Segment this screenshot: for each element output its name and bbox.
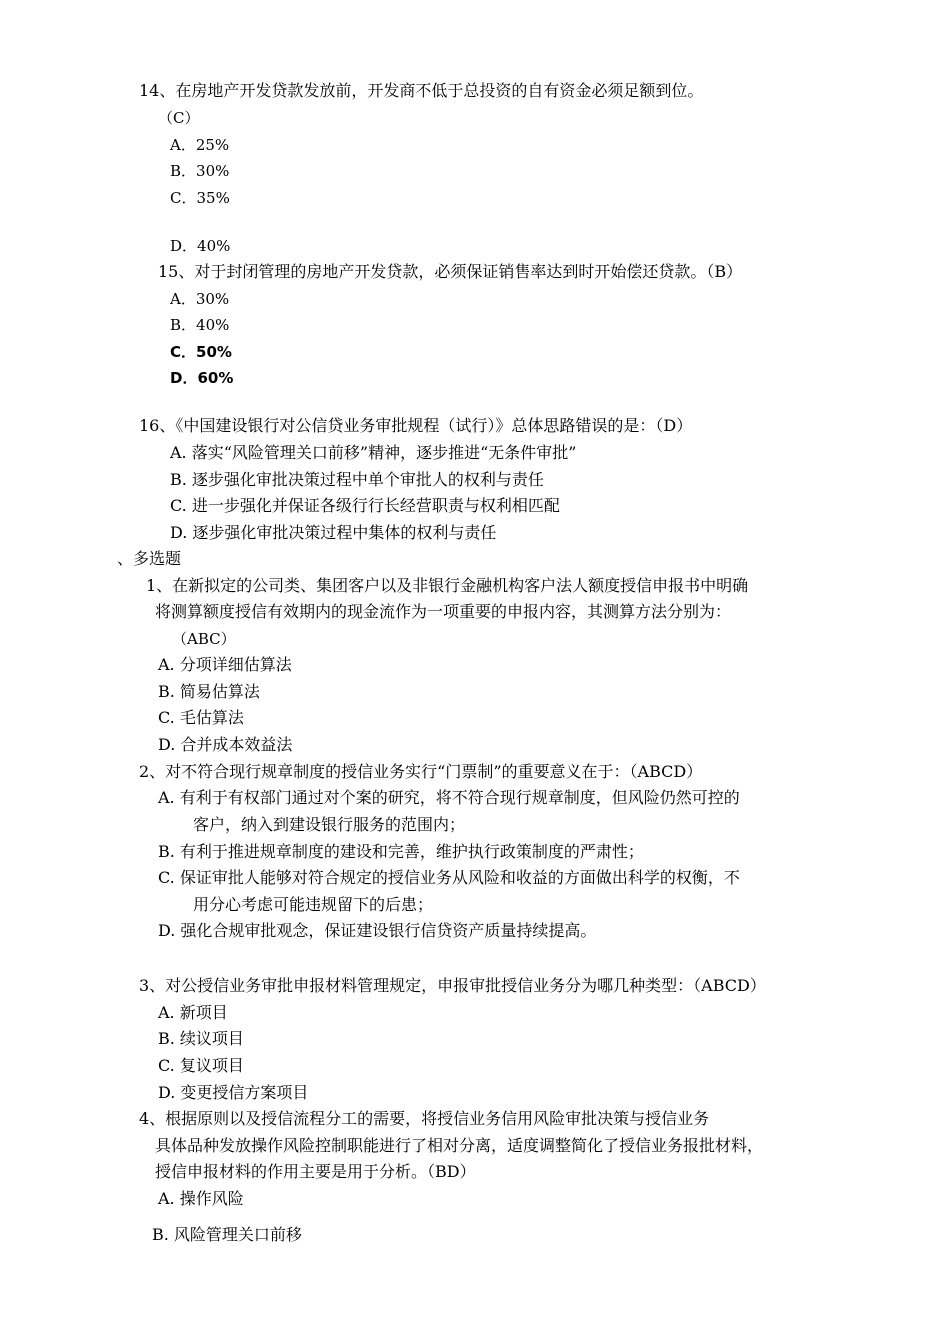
m3-option-a: A. 新项目: [158, 1003, 228, 1022]
q14-question: 14、在房地产开发贷款发放前，开发商不低于总投资的自有资金必须足额到位。: [139, 81, 704, 100]
m1-question-line2: 将测算额度授信有效期内的现金流作为一项重要的申报内容，其测算方法分别为：: [155, 602, 732, 621]
m2-option-c-line1: C. 保证审批人能够对符合规定的授信业务从风险和收益的方面做出科学的权衡，不: [158, 868, 740, 887]
q15-option-a: A．30%: [170, 290, 230, 308]
q16-question: 16、《中国建设银行对公信贷业务审批规程（试行）》总体思路错误的是：（D）: [139, 416, 693, 435]
q14-option-a: A．25%: [170, 136, 230, 154]
m4-question-line1: 4、根据原则以及授信流程分工的需要，将授信业务信用风险审批决策与授信业务: [139, 1109, 710, 1128]
m4-option-a: A. 操作风险: [158, 1189, 244, 1208]
q16-option-d: D. 逐步强化审批决策过程中集体的权利与责任: [170, 523, 497, 542]
m1-question-line1: 1、在新拟定的公司类、集团客户以及非银行金融机构客户法人额度授信申报书中明确: [146, 576, 749, 595]
m4-question-line3: 授信申报材料的作用主要是用于分析。（BD）: [155, 1162, 476, 1181]
m2-option-c-line2: 用分心考虑可能违规留下的后患；: [193, 895, 434, 914]
m1-answer: （ABC）: [172, 630, 236, 648]
section-title-multiple-choice: 、多选题: [117, 549, 182, 568]
m2-option-a-line2: 客户，纳入到建设银行服务的范围内；: [193, 815, 466, 834]
q16-option-c: C. 进一步强化并保证各级行行长经营职责与权利相匹配: [170, 496, 560, 515]
q14-option-b: B．30%: [170, 162, 230, 180]
q15-question: 15、对于封闭管理的房地产开发贷款，必须保证销售率达到时开始偿还贷款。（B）: [158, 262, 743, 281]
q15-option-d: D．60%: [170, 369, 234, 387]
m3-option-c: C. 复议项目: [158, 1056, 244, 1075]
q15-option-b: B．40%: [170, 316, 230, 334]
m2-option-d: D. 强化合规审批观念，保证建设银行信贷资产质量持续提高。: [158, 921, 597, 940]
q15-option-c: C．50%: [170, 343, 232, 361]
m1-option-c: C. 毛估算法: [158, 708, 244, 727]
m2-option-a-line1: A. 有利于有权部门通过对个案的研究，将不符合现行规章制度，但风险仍然可控的: [158, 788, 740, 807]
q14-option-c: C．35%: [170, 189, 230, 207]
m4-option-b: B. 风险管理关口前移: [152, 1225, 302, 1244]
m2-question: 2、对不符合现行规章制度的授信业务实行“门票制”的重要意义在于：（ABCD）: [139, 762, 703, 781]
m1-option-a: A. 分项详细估算法: [158, 655, 292, 674]
m4-question-line2: 具体品种发放操作风险控制职能进行了相对分离，适度调整简化了授信业务报批材料，: [155, 1136, 764, 1155]
q14-answer: （C）: [158, 109, 200, 127]
q16-option-b: B. 逐步强化审批决策过程中单个审批人的权利与责任: [170, 470, 544, 489]
m3-option-d: D. 变更授信方案项目: [158, 1083, 309, 1102]
m1-option-d: D. 合并成本效益法: [158, 735, 293, 754]
q16-option-a: A. 落实“风险管理关口前移”精神，逐步推进“无条件审批”: [170, 443, 577, 462]
m3-option-b: B. 续议项目: [158, 1029, 244, 1048]
m3-question: 3、对公授信业务审批申报材料管理规定，申报审批授信业务分为哪几种类型：（ABCD）: [139, 976, 766, 995]
m2-option-b: B. 有利于推进规章制度的建设和完善，维护执行政策制度的严肃性；: [158, 842, 644, 861]
m1-option-b: B. 简易估算法: [158, 682, 260, 701]
q14-option-d: D．40%: [170, 237, 231, 255]
